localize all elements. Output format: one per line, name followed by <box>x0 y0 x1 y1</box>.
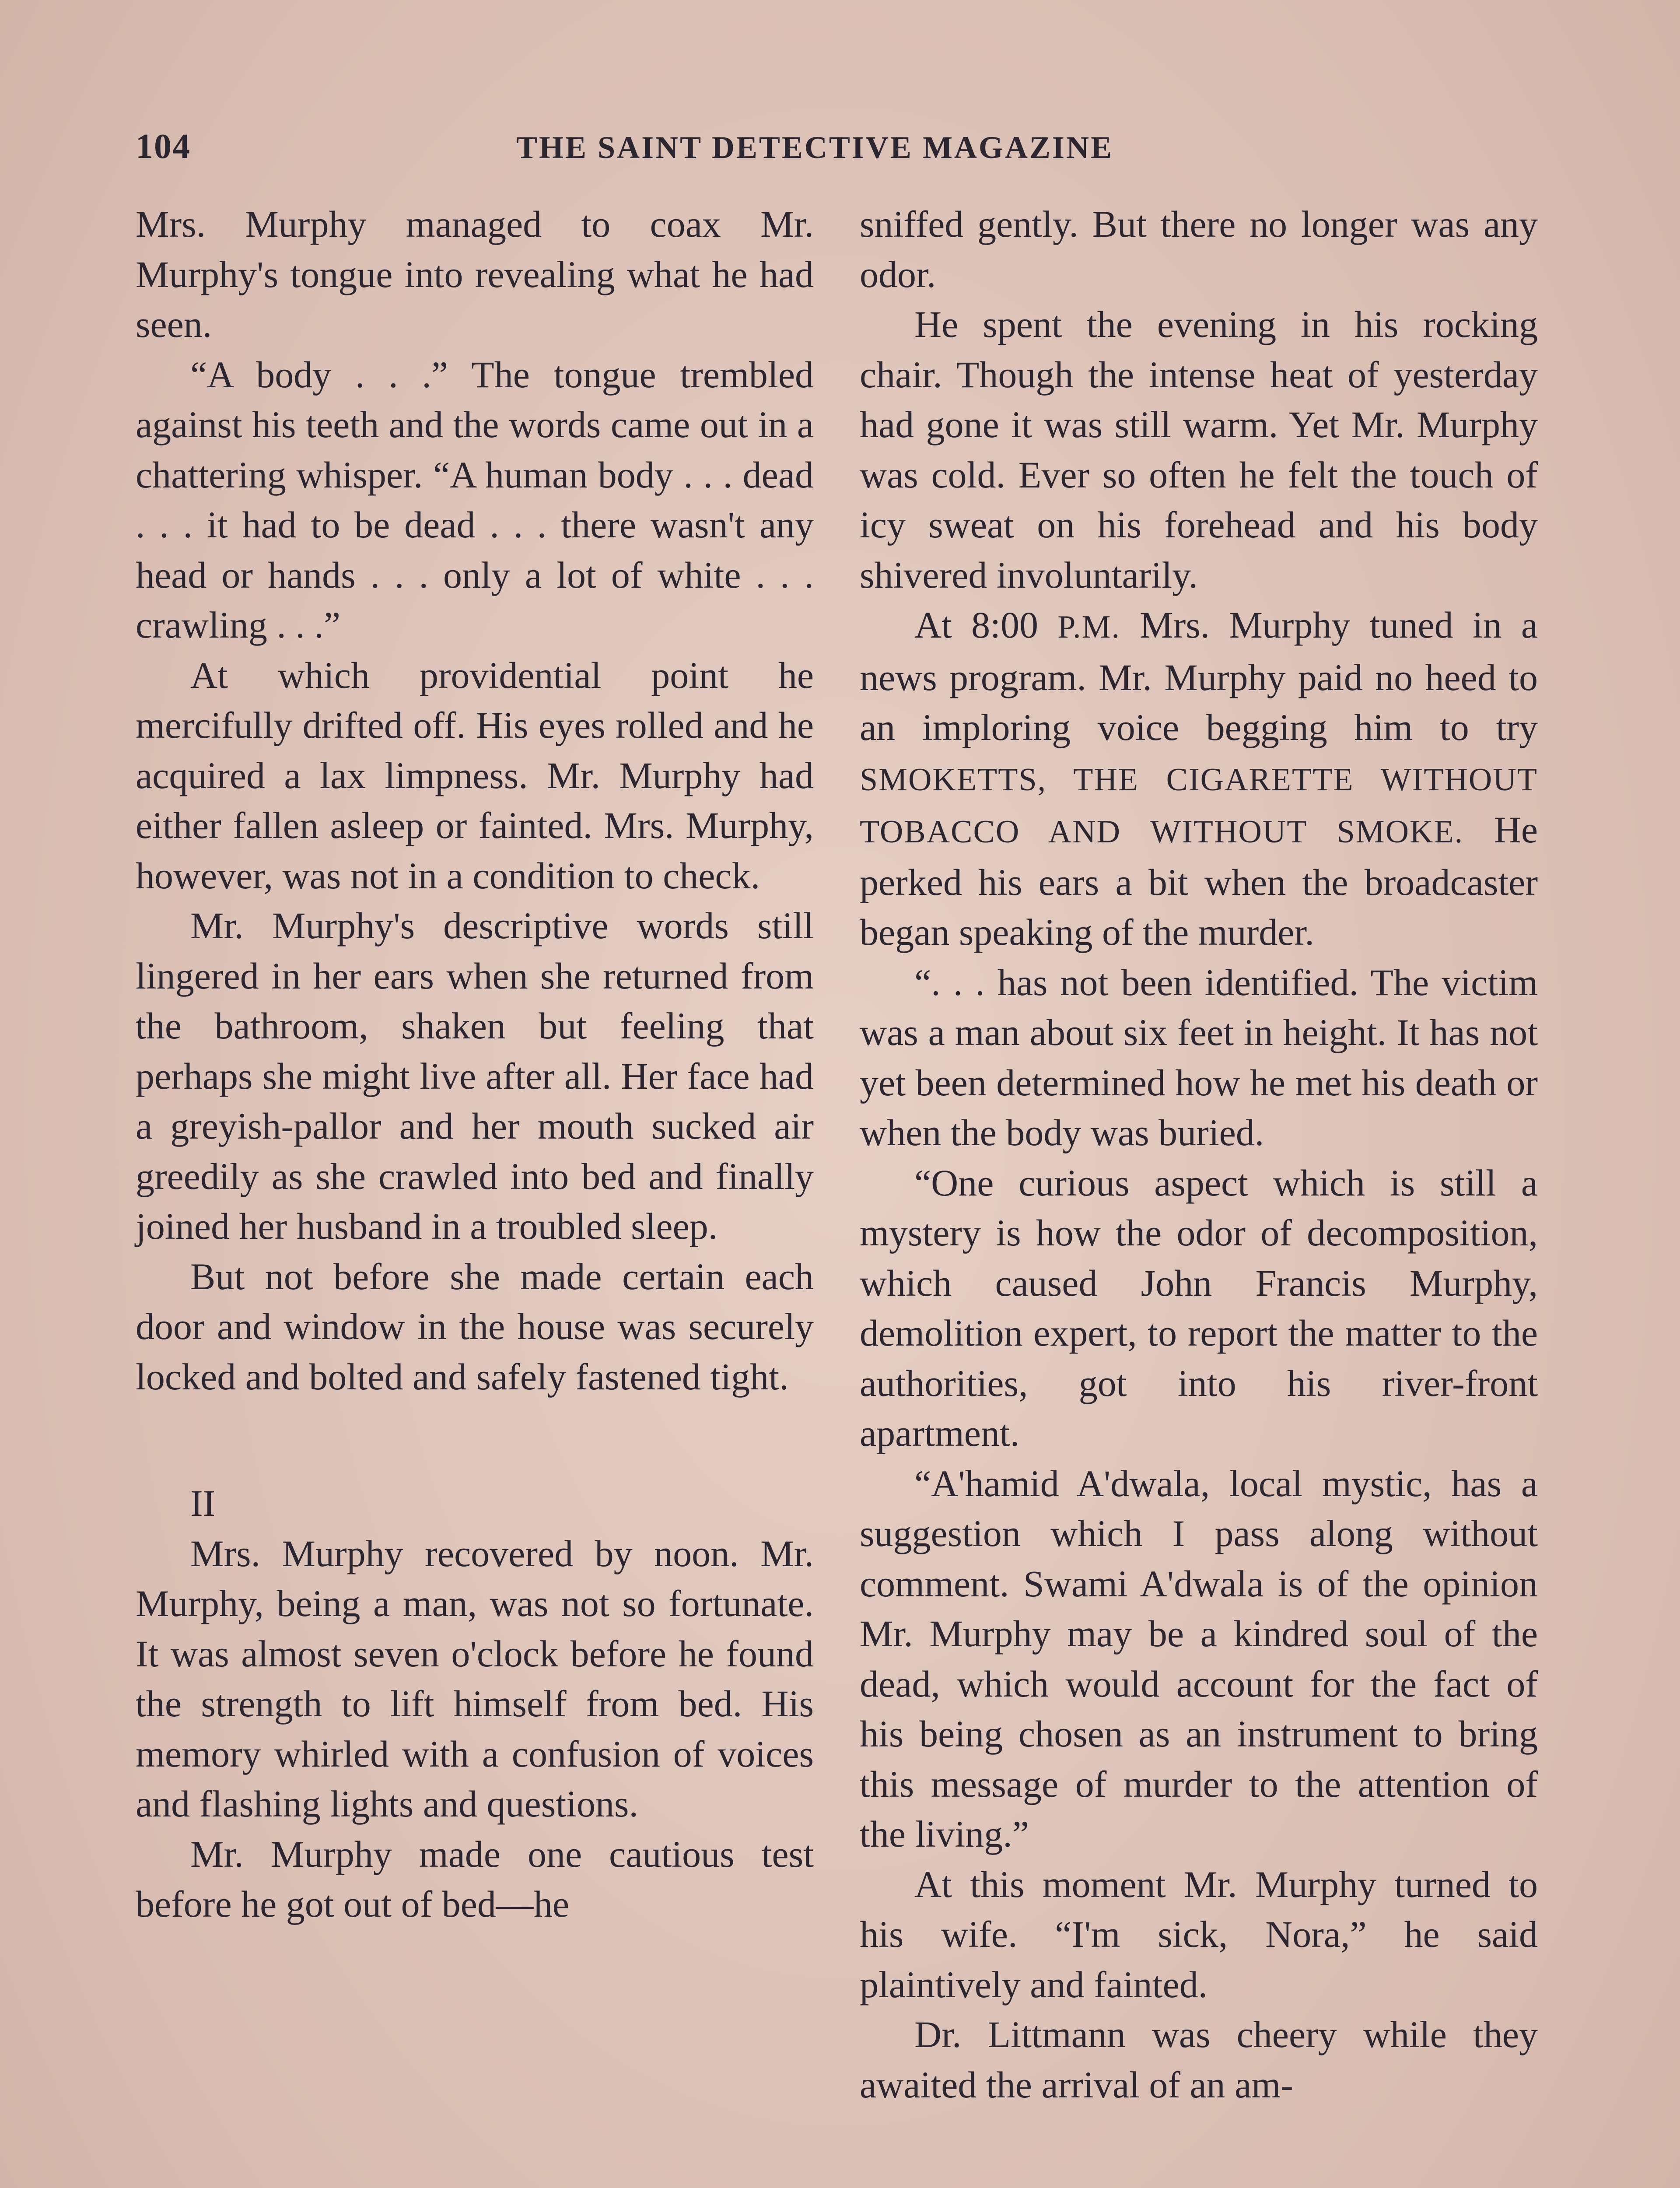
paragraph: But not before she made certain each door and window in the house was securely locked and bolted and safely fastened tight. <box>136 1255 814 1398</box>
section-break-space <box>136 1402 814 1478</box>
paragraph: sniffed gently. But there no longer was any odor. <box>860 203 1538 295</box>
right-column <box>860 199 1538 2110</box>
time-abbreviation: P.M. <box>1057 609 1120 645</box>
paragraph: Mr. Murphy made one cautious test before he got out of bed—he <box>136 1833 814 1925</box>
left-column <box>136 199 814 1929</box>
paragraph: At which providential point he mercifully drifted off. His eyes rolled and he acquired a lax limpness. Mr. Murphy had either fallen asleep or fainted. Mrs. Murphy, however, was not in a condition to check. <box>136 654 814 897</box>
paragraph: “A body . . .” The tongue trembled against his teeth and the words came out in a chattering whisper. “A human body . . . dead . . . it had to be dead . . . there wasn't any head or hands . . . only a lot of white . . . crawling . . .” <box>136 353 814 646</box>
paragraph: He spent the evening in his rocking chair. Though the intense heat of yesterday had gone it was still warm. Yet Mr. Murphy was cold. Ever so often he felt the touch of icy sweat on his forehead and his body shivered involuntarily. <box>860 303 1538 596</box>
paragraph-text: Mrs. Murphy tuned in a news program. Mr. Murphy paid no heed to an imploring voice begging him to try <box>860 604 1538 748</box>
paragraph-text: At 8:00 <box>914 604 1058 646</box>
paragraph: “. . . has not been identified. The victim was a man about six feet in height. It has not yet been determined how he met his death or when the body was buried. <box>860 961 1538 1154</box>
page-number: 104 <box>136 127 191 166</box>
paragraph: “One curious aspect which is still a mystery is how the odor of decomposition, which caused John Francis Murphy, demolition expert, to report the matter to the authorities, got into his river-front apartment. <box>860 1161 1538 1454</box>
paragraph <box>860 600 1538 957</box>
paragraph: Mr. Murphy's descriptive words still lingered in her ears when she returned from the bathroom, shaken but feeling that perhaps she might live after all. Her face had a greyish-pallor and her mouth sucked air greedily as she crawled into bed and finally joined her husband in a troubled sleep. <box>136 905 814 1247</box>
section-heading: II <box>190 1482 216 1524</box>
paragraph-text: He perked his ears a bit when the broadcaster began speaking of the murder. <box>860 809 1538 953</box>
running-title: THE SAINT DETECTIVE MAGAZINE <box>516 130 1113 165</box>
advertisement-text: SMOKETTS, THE CIGARETTE WITHOUT TOBACCO AND WITHOUT SMOKE. <box>860 761 1538 850</box>
paragraph: Mrs. Murphy managed to coax Mr. Murphy's tongue into revealing what he had seen. <box>136 203 814 345</box>
paragraph: At this moment Mr. Murphy turned to his wife. “I'm sick, Nora,” he said plaintively and fainted. <box>860 1863 1538 2006</box>
paragraph: Dr. Littmann was cheery while they awaited the arrival of an am- <box>860 2013 1538 2106</box>
paragraph: Mrs. Murphy recovered by noon. Mr. Murphy, being a man, was not so fortunate. It was almost seven o'clock before he found the strength to lift himself from bed. His memory whirled with a confusion of voices and flashing lights and questions. <box>136 1532 814 1825</box>
paragraph: “A'hamid A'dwala, local mystic, has a suggestion which I pass along without comment. Swami A'dwala is of the opinion Mr. Murphy may be a kindred soul of the dead, which would account for the fact of his being chosen as an instrument to bring this message of murder to the attention of the living.” <box>860 1462 1538 1855</box>
page-header <box>136 127 1592 175</box>
